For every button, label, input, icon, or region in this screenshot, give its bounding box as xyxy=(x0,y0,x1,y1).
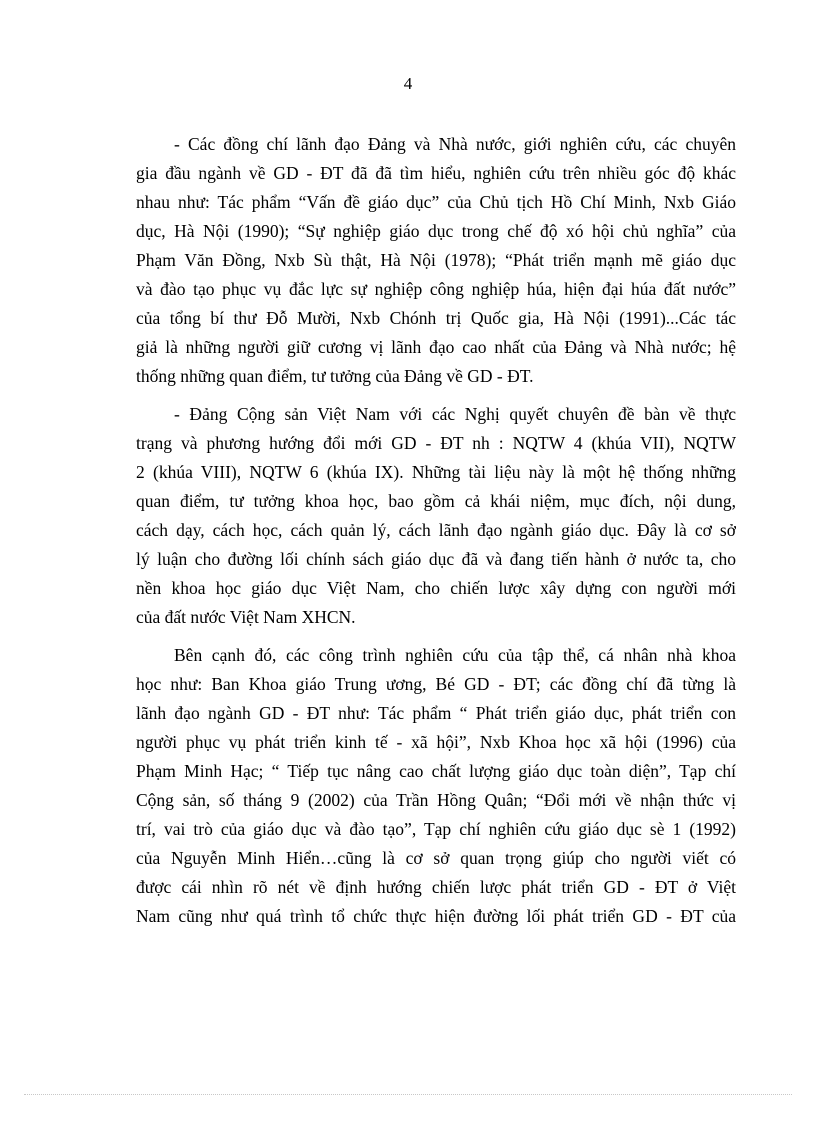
paragraph-spacer xyxy=(136,632,736,641)
text-line: trí, vai trò của giáo dục và đào tạo”, Tạp chí nghiên cứu giáo dục sè 1 (1992) xyxy=(136,819,736,839)
paragraph-1 xyxy=(136,130,736,391)
text-line: của tổng bí thư Đỗ Mười, Nxb Chónh trị Quốc gia, Hà Nội (1991)...Các tác xyxy=(136,308,736,328)
text-line: Bên cạnh đó, các công trình nghiên cứu của tập thể, cá nhân nhà khoa xyxy=(174,645,736,665)
text-line: lãnh đạo ngành GD - ĐT như: Tác phẩm “ Phát triển giáo dục, phát triển con xyxy=(136,703,736,723)
text-line: và đào tạo phục vụ đắc lực sự nghiệp công nghiệp húa, hiện đại húa đất nước” xyxy=(136,279,736,299)
text-line: được cái nhìn rõ nét về định hướng chiến lược phát triển GD - ĐT ở Việt xyxy=(136,877,736,897)
text-line: của đất nước Việt Nam XHCN. xyxy=(136,607,356,627)
text-line: của Nguyễn Minh Hiển…cũng là cơ sở quan trọng giúp cho người viết có xyxy=(136,848,736,868)
text-line: quan điểm, tư tưởng khoa học, bao gồm cả khái niệm, mục đích, nội dung, xyxy=(136,491,736,511)
text-line: trạng và phương hướng đổi mới GD - ĐT nh : NQTW 4 (khúa VII), NQTW xyxy=(136,433,736,453)
text-line: gia đầu ngành về GD - ĐT đã đã tìm hiểu, nghiên cứu trên nhiều góc độ khác xyxy=(136,163,736,183)
text-line: cách dạy, cách học, cách quản lý, cách lãnh đạo ngành giáo dục. Đây là cơ sở xyxy=(136,520,736,540)
text-line: - Đảng Cộng sản Việt Nam với các Nghị quyết chuyên đề bàn về thực xyxy=(174,404,736,424)
document-body xyxy=(136,130,736,931)
text-line: dục, Hà Nội (1990); “Sự nghiệp giáo dục trong chế độ xó hội chủ nghĩa” của xyxy=(136,221,736,241)
text-line: 2 (khúa VIII), NQTW 6 (khúa IX). Những tài liệu này là một hệ thống những xyxy=(136,462,736,482)
paragraph-3 xyxy=(136,641,736,931)
page-number: 4 xyxy=(403,74,413,93)
text-line: người phục vụ phát triển kinh tế - xã hội”, Nxb Khoa học xã hội (1996) của xyxy=(136,732,736,752)
text-line: lý luận cho đường lối chính sách giáo dục đã và đang tiến hành ở nước ta, cho xyxy=(136,549,736,569)
text-line: Phạm Minh Hạc; “ Tiếp tục nâng cao chất lượng giáo dục toàn diện”, Tạp chí xyxy=(136,761,736,781)
text-line: Nam cũng như quá trình tổ chức thực hiện đường lối phát triển GD - ĐT của xyxy=(136,906,736,926)
text-line: Phạm Văn Đồng, Nxb Sù thật, Hà Nội (1978); “Phát triển mạnh mẽ giáo dục xyxy=(136,250,736,270)
text-line: nhau như: Tác phẩm “Vấn đề giáo dục” của Chủ tịch Hồ Chí Minh, Nxb Giáo xyxy=(136,192,736,212)
text-line: thống những quan điểm, tư tưởng của Đảng về GD - ĐT. xyxy=(136,366,534,386)
text-line: Cộng sản, số tháng 9 (2002) của Trần Hồng Quân; “Đổi mới về nhận thức vị xyxy=(136,790,736,810)
paragraph-spacer xyxy=(136,391,736,400)
text-line: giả là những người giữ cương vị lãnh đạo cao nhất của Đảng và Nhà nước; hệ xyxy=(136,337,736,357)
paragraph-2 xyxy=(136,400,736,632)
text-line: - Các đồng chí lãnh đạo Đảng và Nhà nước, giới nghiên cứu, các chuyên xyxy=(174,134,736,154)
page-bottom-divider xyxy=(24,1094,792,1095)
text-line: nền khoa học giáo dục Việt Nam, cho chiến lược xây dựng con người mới xyxy=(136,578,736,598)
text-line: học như: Ban Khoa giáo Trung ương, Bé GD - ĐT; các đồng chí đã từng là xyxy=(136,674,736,694)
